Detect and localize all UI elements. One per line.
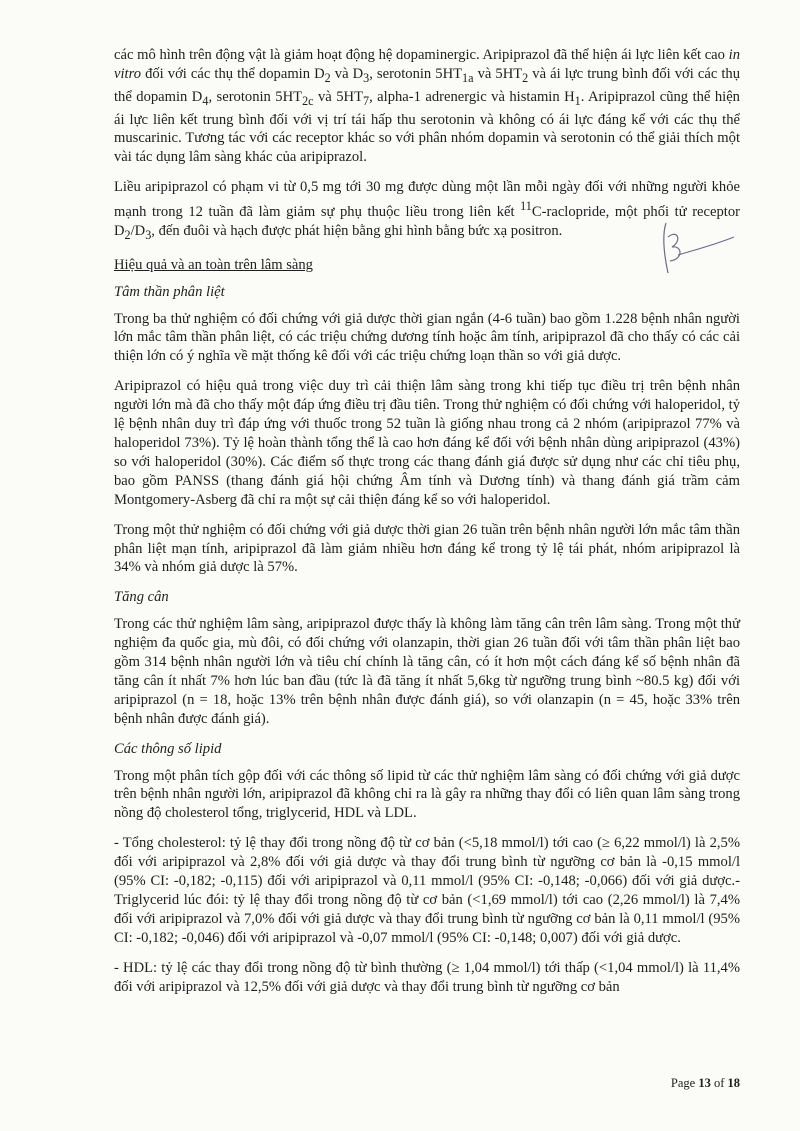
section-heading-efficacy-safety: Hiệu quả và an toàn trên lâm sàng xyxy=(114,256,313,273)
lipid-paragraph-1: Trong một phân tích gộp đối với các thông số lipid từ các thử nghiệm lâm sàng có đối chứng với giả dược trên bệnh nhân người lớn, aripiprazol đã không chỉ ra là gây ra những thay đổi có liên quan lâm sàng trong nồng độ cholesterol tổng, triglycerid, HDL và LDL. xyxy=(114,767,740,822)
schizophrenia-paragraph-2: Aripiprazol có hiệu quả trong việc duy trì cải thiện lâm sàng trong khi tiếp tục điều trị trên bệnh nhân người lớn mà đã cho thấy một đáp ứng điều trị đầu tiên. Trong thử nghiệm có đối chứng với haloperidol, tỷ lệ bệnh nhân duy trì đáp ứng với thuốc trong 52 tuần là giống nhau trong cả 2 nhóm (aripiprazol 77% và haloperidol 73%). Tỷ lệ hoàn thành tổng thể là cao hơn đáng kể đối với bệnh nhân dùng aripiprazol (43%) so với haloperidol (30%). Các điểm số thực trong các thang đánh giá được sử dụng như các chỉ tiêu phụ, bao gồm PANSS (thang đánh giá hội chứng Âm tính và Dương tính) và thang đánh giá trầm cảm Montgomery-Asberg đã chỉ ra một sự cải thiện đáng kể so với haloperidol. xyxy=(114,378,740,508)
subheading-lipid-parameters: Các thông số lipid xyxy=(114,740,222,757)
document-page xyxy=(114,46,740,1008)
lipid-paragraph-hdl: - HDL: tỷ lệ các thay đổi trong nồng độ từ bình thường (≥ 1,04 mmol/l) tới thấp (<1,04 mmol/l) là 11,4% đối với aripiprazol và 12,5% đối với giả dược và thay đổi trung bình từ ngưỡng cơ bản xyxy=(114,959,740,995)
subheading-weight-gain: Tăng cân xyxy=(114,589,169,606)
subheading-schizophrenia: Tâm thần phân liệt xyxy=(114,283,225,300)
weight-gain-paragraph: Trong các thử nghiệm lâm sàng, aripiprazol được thấy là không làm tăng cân trên lâm sàng. Trong một thử nghiệm đa quốc gia, mù đôi, có đối chứng với olanzapin, thời gian 26 tuần đối với tâm thần phân liệt bao gồm 314 bệnh nhân người lớn và tiêu chí chính là tăng cân, có ít hơn một cách đáng kể số bệnh nhân đã tăng cân ít nhất 7% hơn lúc ban đầu (tức là đã tăng ít nhất 5,6kg từ ngưỡng trung bình ~80.5 kg) đối với aripiprazol (n = 18, hoặc 13% trên bệnh nhân được đánh giá), so với olanzapin (n = 45, hoặc 33% trên bệnh nhân được đánh giá). xyxy=(114,616,740,727)
schizophrenia-paragraph-3: Trong một thử nghiệm có đối chứng với giả dược thời gian 26 tuần trên bệnh nhân người lớn mắc tâm thần phân liệt mạn tính, aripiprazol đã làm giảm nhiều hơn đáng kể trong tỷ lệ tái phát, nhóm aripiprazol là 34% và nhóm giả dược là 57%. xyxy=(114,521,740,576)
intro-paragraph-receptors: các mô hình trên động vật là giảm hoạt động hệ dopaminergic. Aripiprazol đã thể hiện ái lực liên kết cao in vitro đối với các thụ thể dopamin $D_2$ và $D_3$, serotonin $5HT_{1a}$ và $5HT_2$ và ái lực trung bình đối với các thụ thể dopamin $D_4$, serotonin $5HT_{2c}$ và $5HT_7$, alpha-1 adrenergic và histamin $H_1$. Aripiprazol cũng thể hiện ái lực liên kết trung bình đối với vị trí tái hấp thu serotonin và không có ái lực đáng kể với các thụ thể muscarinic. Tương tác với các receptor khác so với phân nhóm dopamin và serotonin có thể giải thích một vài tác dụng lâm sàng khác của aripiprazol. xyxy=(114,47,741,166)
schizophrenia-paragraph-1: Trong ba thử nghiệm có đối chứng với giả dược thời gian ngắn (4-6 tuần) bao gồm 1.228 bệnh nhân người lớn mắc tâm thần phân liệt, có các triệu chứng dương tính hoặc âm tính, aripiprazol đã cho thấy có các cải thiện lớn có ý nghĩa về mặt thống kê đối với các triệu chứng loạn thần so với giả dược. xyxy=(114,310,740,365)
page-number-footer: Page 13 of 18 xyxy=(670,1076,740,1090)
handwritten-signature-icon xyxy=(648,215,738,285)
lipid-paragraph-cholesterol: - Tổng cholesterol: tỷ lệ thay đổi trong nồng độ từ cơ bản (<5,18 mmol/l) tới cao (≥ 6,22 mmol/l) là 2,5% đối với aripiprazol và 2,8% đối với giả dược và thay đổi trung bình từ ngưỡng cơ bản là -0,15 mmol/l (95% CI: -0,182; -0,115) đối với aripiprazol và 0,11 mmol/l (95% CI: -0,148; -0,066) đối với giả dược.- Triglycerid lúc đói: tỷ lệ thay đổi trong nồng độ từ cơ bản (<1,69 mmol/l) tới cao (2,26 mmol/l) là 7,4% đối với aripiprazol và 7,0% đối với giả dược và thay đổi trung bình từ ngưỡng cơ bản là 0,11 mmol/l (95% CI: -0,182; -0,046) đối với aripiprazol và -0,07 mmol/l (95% CI: -0,148; 0,007) đối với giả dược. xyxy=(114,835,740,946)
dose-paragraph: Liều aripiprazol có phạm vi từ 0,5 mg tới 30 mg được dùng một lần mỗi ngày đối với những người khỏe mạnh trong 12 tuần đã làm giảm sự phụ thuộc liều trong liên kết $^{11}$C-raclopride, một phối tử receptor $D_2/D_3$, đến đuôi và hạch được phát hiện bằng ghi hình bằng bức xạ positron. xyxy=(114,179,741,242)
